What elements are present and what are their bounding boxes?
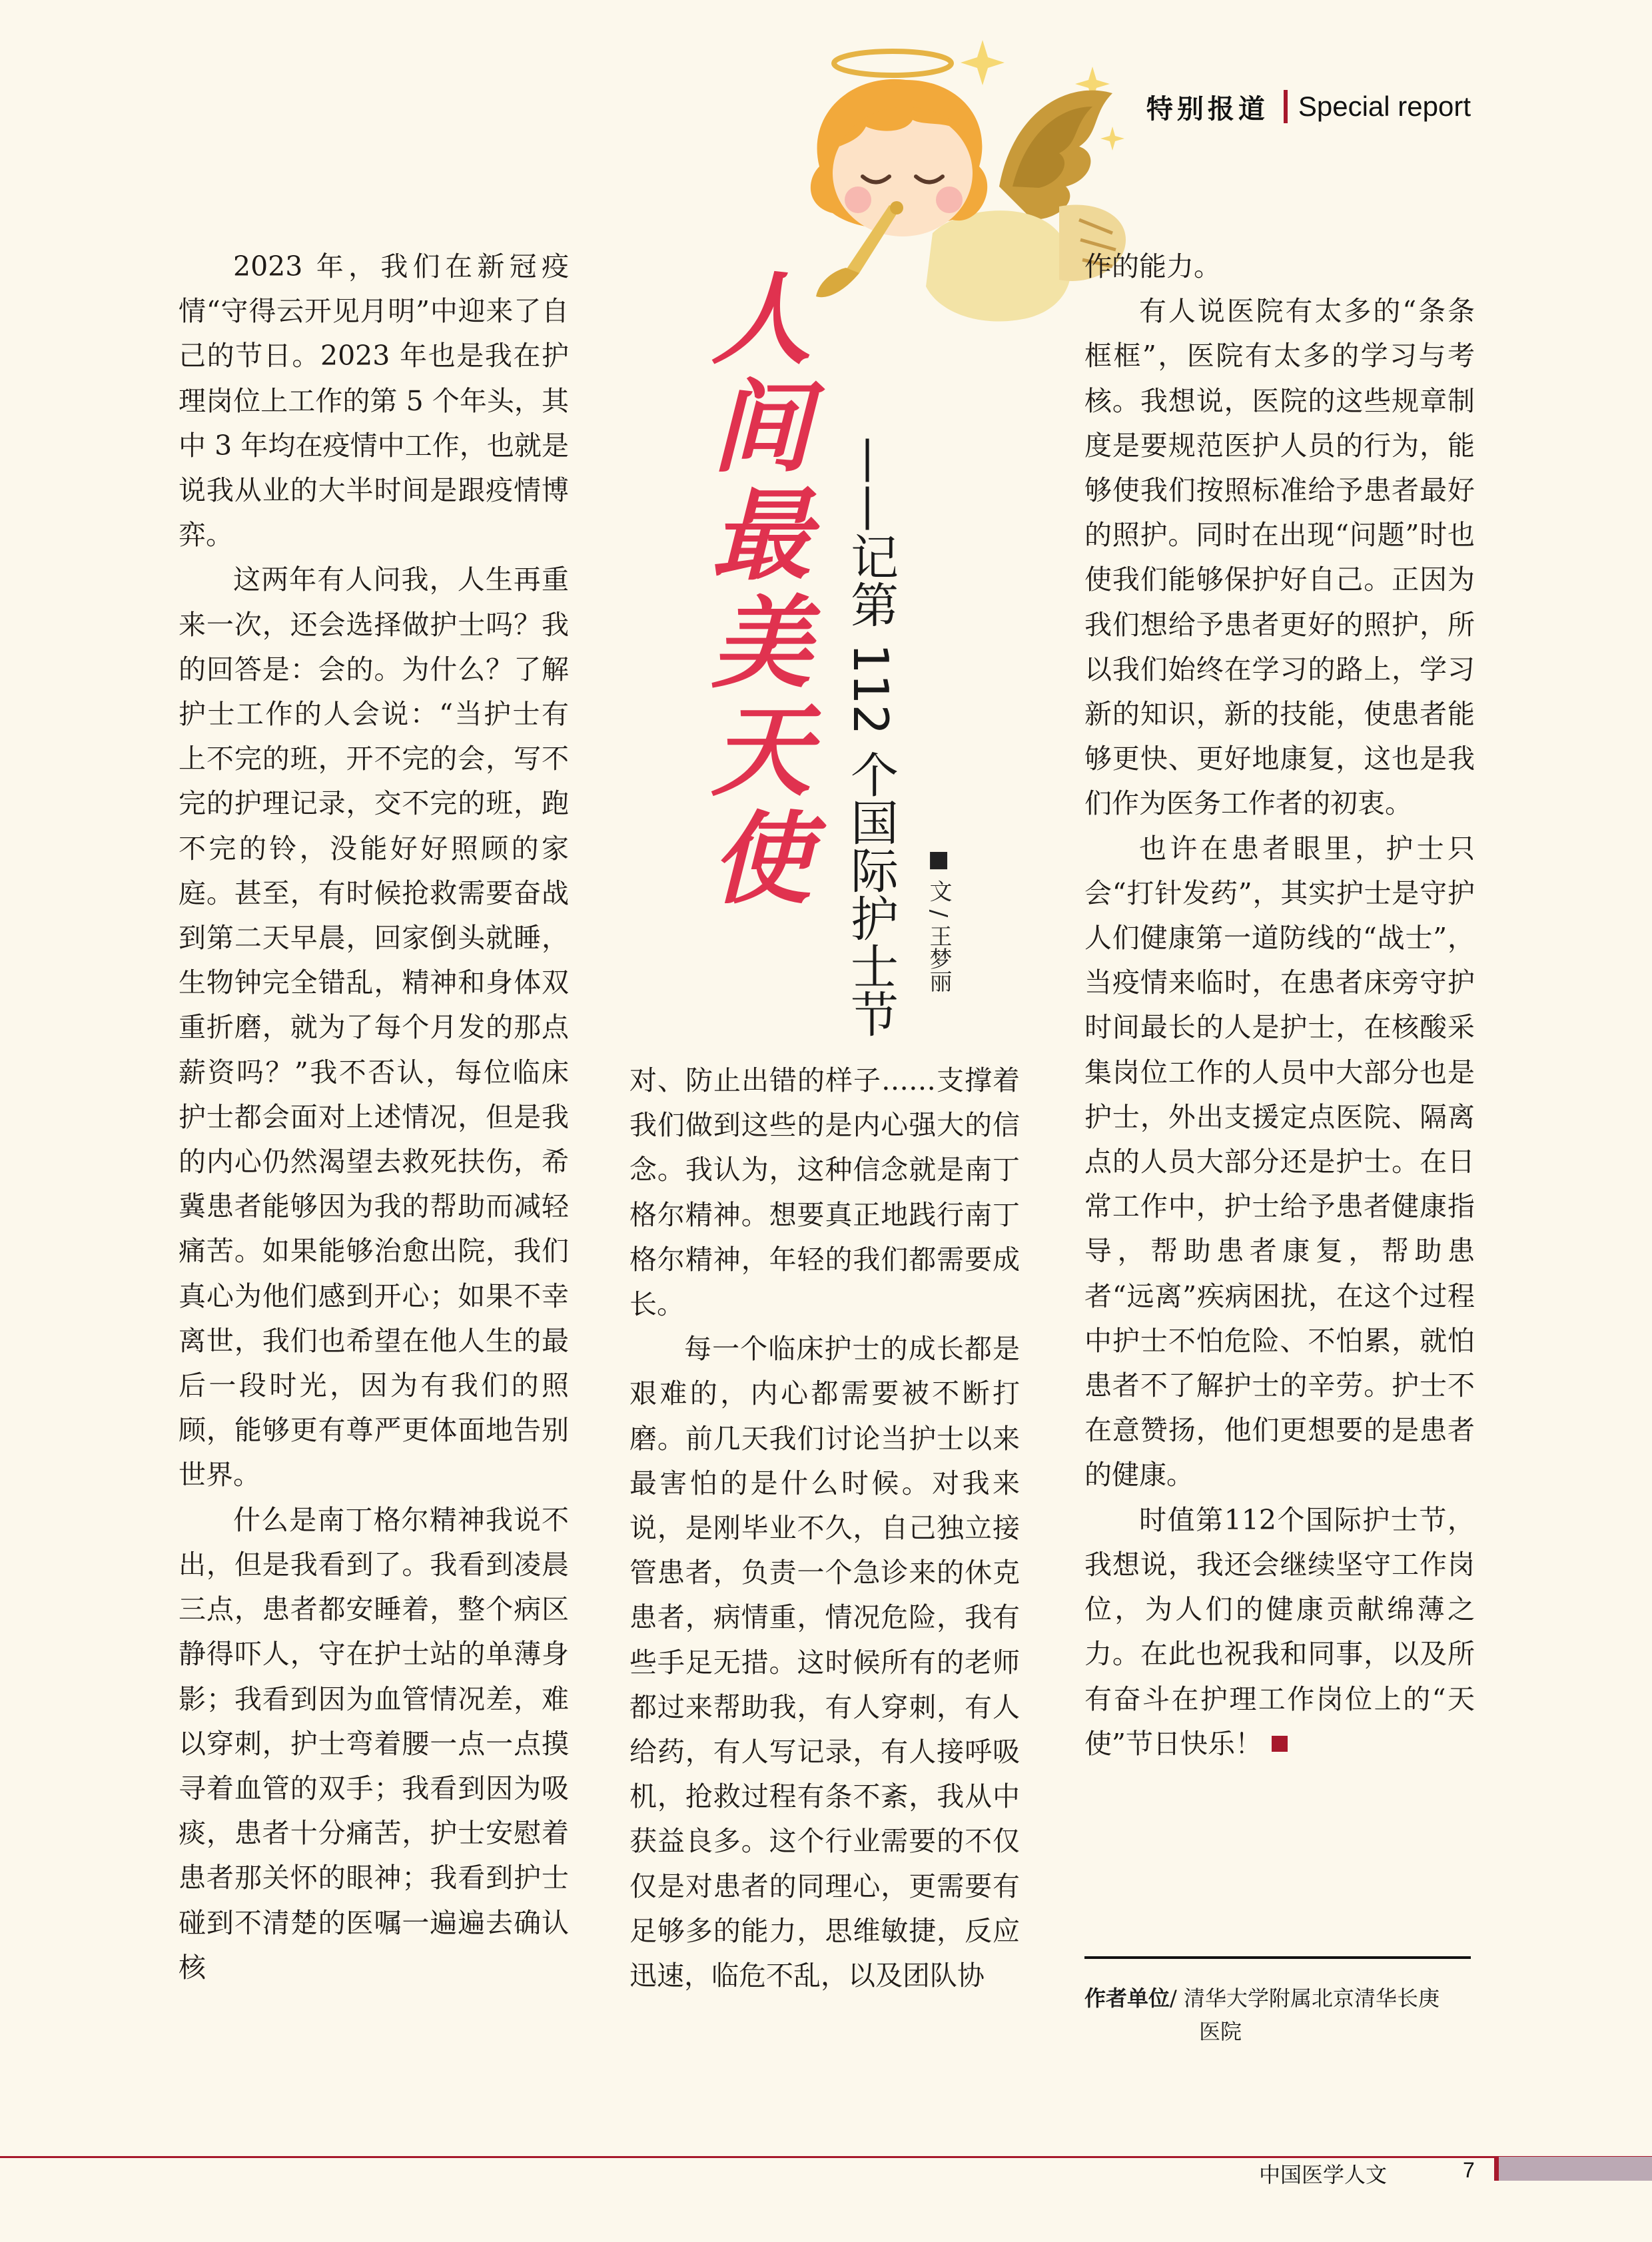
paragraph: 什么是南丁格尔精神我说不出，但是我看到了。我看到凌晨三点，患者都安睡着，整个病区静得吓人，守在护士站的单薄身影；我看到因为血管情况差，难以穿刺，护士弯着腰一点一点摸寻着血管的双手；我看到因为吸痰，患者十分痛苦，护士安慰着患者那关怀的眼神；我看到护士碰到不清楚的医嘱一遍遍去确认核 <box>179 1503 569 1984</box>
paragraph-text: 时值第112个国际护士节，我想说，我还会继续坚守工作岗位，为人们的健康贡献绵薄之力。在此也祝我和同事，以及所有奋斗在护理工作岗位上的“天使”节日快乐！ <box>1084 1503 1475 1760</box>
author-unit-label: 作者单位 <box>1084 1986 1170 2011</box>
title-char: 天 <box>711 694 811 810</box>
title-char: 使 <box>711 802 811 918</box>
author-unit-text: / 清华大学附属北京清华长庚 <box>1170 1986 1440 2011</box>
footer-band <box>1499 2157 1652 2181</box>
section-divider <box>1284 90 1288 123</box>
main-title <box>705 262 818 918</box>
paragraph: 2023 年，我们在新冠疫情“守得云开见月明”中迎来了自己的节日。2023 年也是我在护理岗位上工作的第 5 个年头，其中 3 年均在疫情中工作，也就是说我从业的大半时间是跟疫情博弈。 <box>179 250 569 552</box>
footer-journal-name: 中国医学人文 <box>1259 2162 1388 2187</box>
section-label <box>1146 87 1471 127</box>
text-column-2 <box>629 1058 1020 1998</box>
end-mark-icon <box>1272 1736 1288 1752</box>
text-column-1 <box>179 244 569 1990</box>
page-number: 7 <box>1463 2158 1475 2182</box>
unit-divider <box>1084 1956 1471 1959</box>
paragraph: 每一个临床护士的成长都是艰难的，内心都需要被不断打磨。前几天我们讨论当护士以来最害怕的是什么时候。对我来说，是刚毕业不久，自己独立接管患者，负责一个急诊来的休克患者，病情重，情况危险，我有些手足无措。这时候所有的老师都过来帮助我，有人穿刺，有人给药，有人写记录，有人接呼吸机，抢救过程有条不紊，我从中获益良多。这个行业需要的不仅仅是对患者的同理心，更需要有足够多的能力，思维敏捷，反应迅速，临危不乱，以及团队协 <box>629 1333 1020 1992</box>
author-unit-line1 <box>1084 1982 1484 2015</box>
section-label-en: Special report <box>1298 91 1471 122</box>
author-unit-line2: 医院 <box>1199 2019 1242 2044</box>
title-char: 最 <box>711 478 811 594</box>
paragraph-last <box>1084 1498 1475 1766</box>
footer-rule <box>0 2156 1652 2158</box>
paragraph: 这两年有人问我，人生再重来一次，还会选择做护士吗？我的回答是：会的。为什么？了解护士工作的人会说：“当护士有上不完的班，开不完的会，写不完的护理记录，交不完的班，跑不完的铃，没能好好照顾的家庭。甚至，有时候抢救需要奋战到第二天早晨，回家倒头就睡，生物钟完全错乱，精神和身体双重折磨，就为了每个月发的那点薪资吗？”我不否认，每位临床护士都会面对上述情况，但是我的内心仍然渴望去救死扶伤，希冀患者能够因为我的帮助而减轻痛苦。如果能够治愈出院，我们真心为他们感到开心；如果不幸离世，我们也希望在他人生的最后一段时光，因为有我们的照顾，能够更有尊严更体面地告别世界。 <box>179 563 569 1491</box>
text-column-3 <box>1084 244 1475 1766</box>
paragraph: 有人说医院有太多的“条条框框”，医院有太多的学习与考核。我想说，医院的这些规章制度是要规范医护人员的行为，能够使我们按照标准给予患者最好的照护。同时在出现“问题”时也使我们能够保护好自己。正因为我们想给予患者更好的照护，所以我们始终在学习的路上，学习新的知识，新的技能，使患者能够更快、更好地康复，这也是我们作为医务工作者的初衷。 <box>1084 295 1475 820</box>
subtitle: ——记第 112 个国际护士节 <box>843 436 899 1038</box>
section-label-cn: 特别报道 <box>1146 93 1269 125</box>
paragraph-continuation: 对、防止出错的样子……支撑着我们做到这些的是内心强大的信念。我认为，这种信念就是南丁格尔精神。想要真正地践行南丁格尔精神，年轻的我们都需要成长。 <box>629 1064 1020 1321</box>
title-char: 美 <box>711 586 811 702</box>
paragraph-continuation: 作的能力。 <box>1084 250 1221 282</box>
title-char: 间 <box>711 370 811 486</box>
paragraph: 也许在患者眼里，护士只会“打针发药”，其实护士是守护人们健康第一道防线的“战士”，当疫情来临时，在患者床旁守护时间最长的人是护士，在核酸采集岗位工作的人员中大部分也是护士，外出支援定点医院、隔离点的人员大部分还是护士。在日常工作中，护士给予患者健康指导，帮助患者康复，帮助患者“远离”疾病困扰，在这个过程中护士不怕危险、不怕累，就怕患者不了解护士的辛劳。护士不在意赞扬，他们更想要的是患者的健康。 <box>1084 832 1475 1491</box>
author-unit <box>1084 1982 1484 2048</box>
sparkle-icon <box>961 40 1005 85</box>
sparkle-icon <box>1100 127 1124 151</box>
title-char: 人 <box>711 262 811 378</box>
author-byline: ■ 文 / 王梦丽 <box>925 846 952 992</box>
